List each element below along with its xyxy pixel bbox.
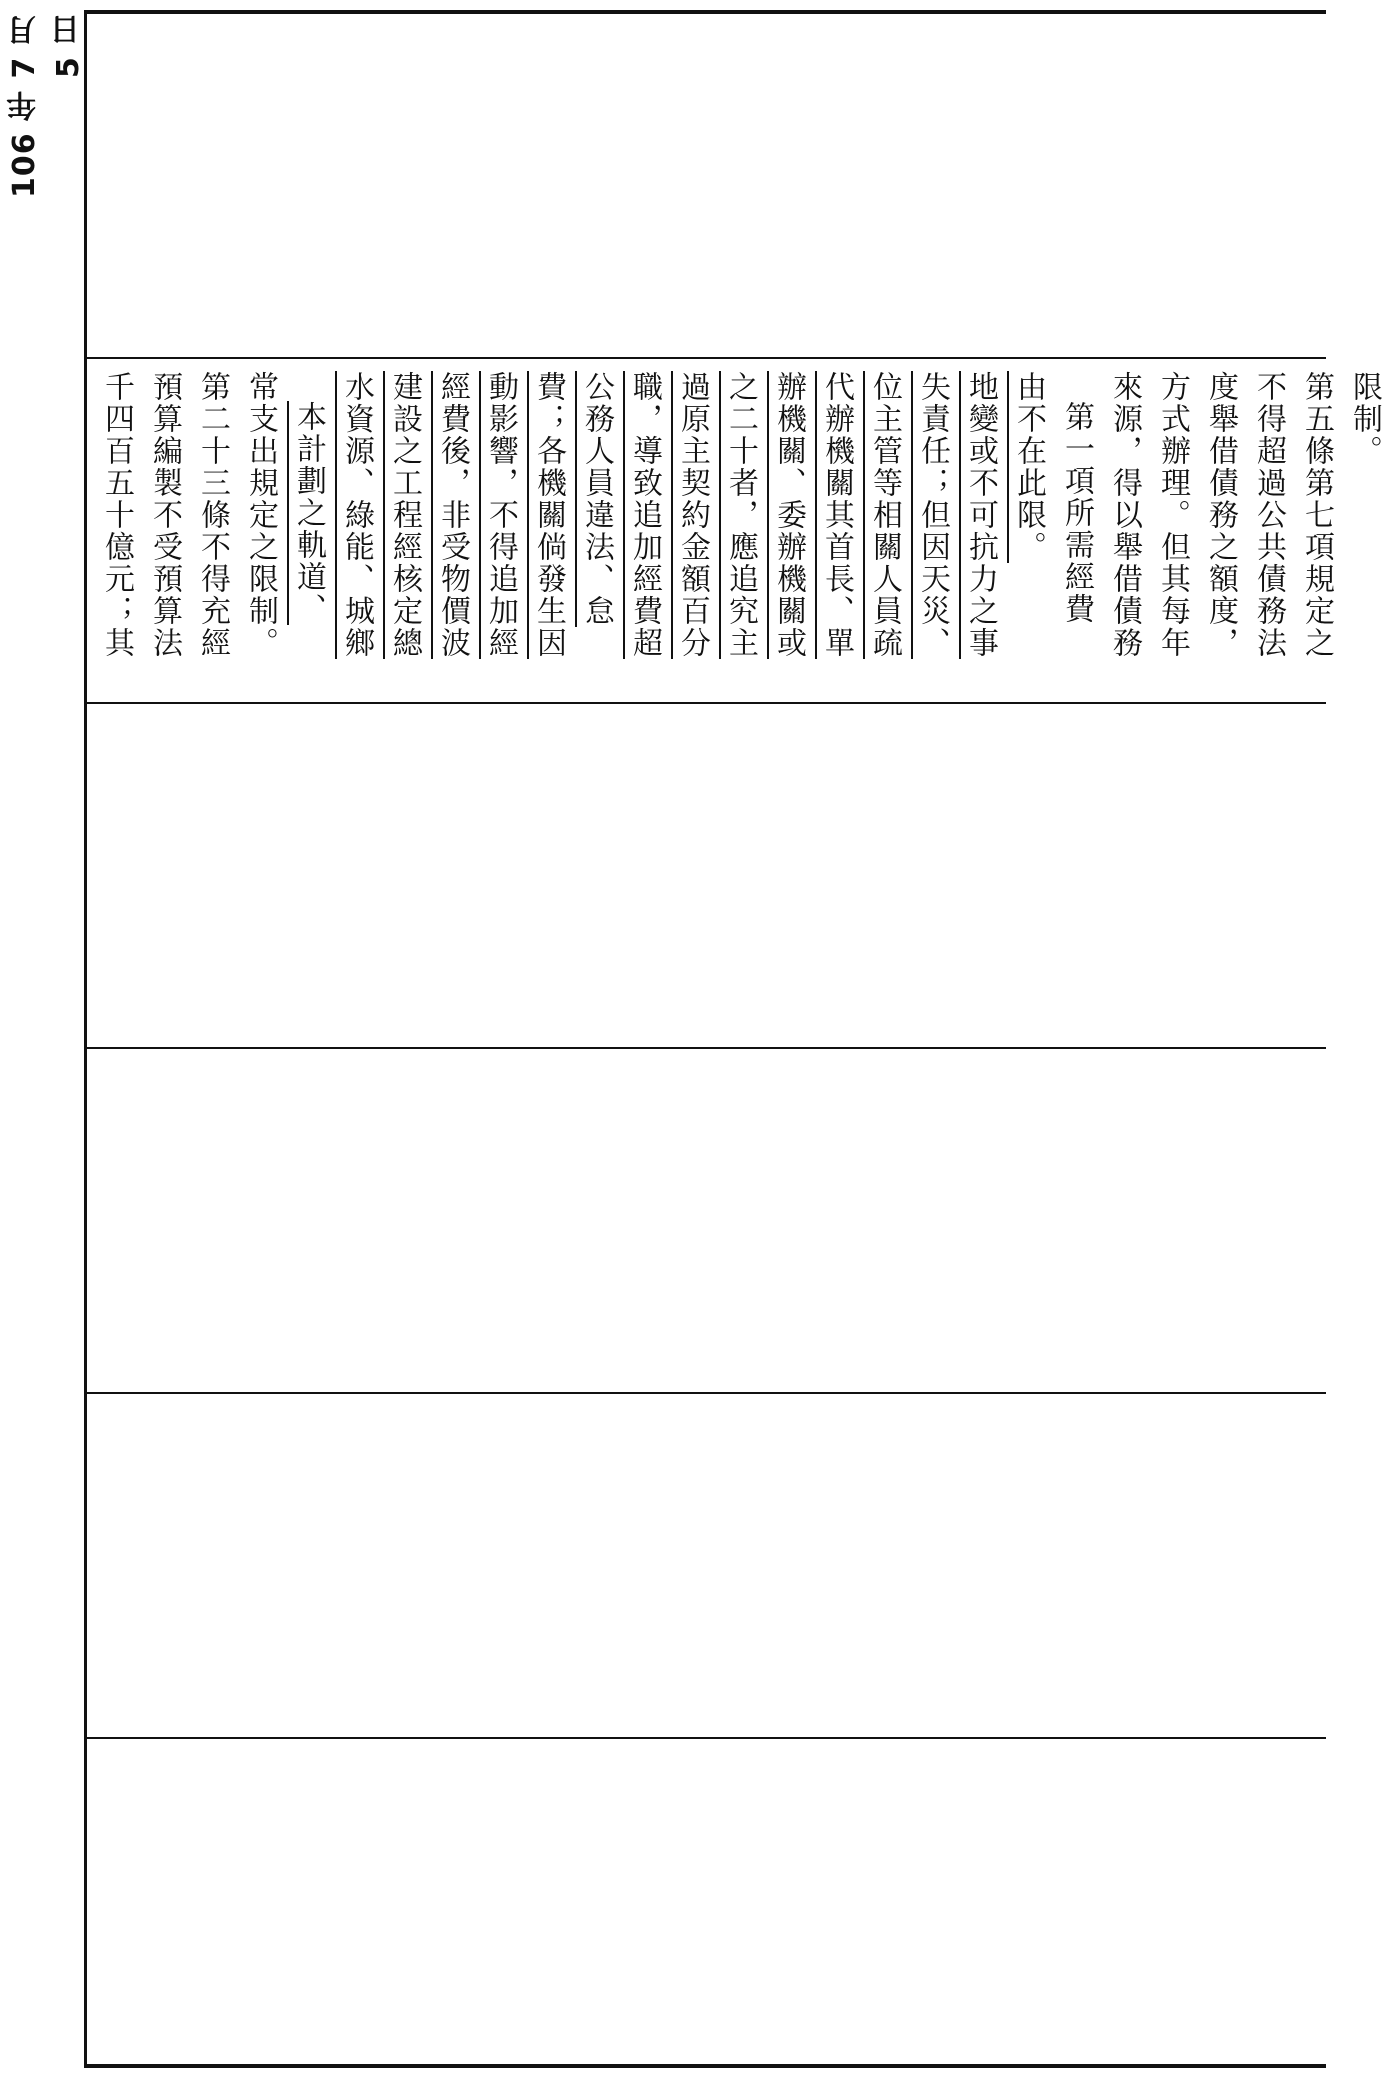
text-line: 由不在此限。 (1011, 371, 1046, 563)
text-line: 限制。 (1347, 371, 1382, 467)
text-line: 方式辦理。但其每年 (1155, 371, 1190, 659)
text-line: 本計劃之軌道、 (291, 401, 326, 625)
article-text (95, 371, 1385, 687)
text-line: 位主管等相關人員疏 (867, 371, 902, 659)
document-date: 106 年 7 月 5 日 (7, 14, 86, 198)
text-line: 第五條第七項規定之 (1299, 371, 1334, 659)
text-line: 之二十者，應追究主 (723, 371, 758, 659)
table-row-4 (87, 1049, 1326, 1394)
text-line: 常支出規定之限制。 (243, 371, 278, 659)
text-line: 不得超過公共債務法 (1251, 371, 1286, 659)
text-line: 度舉借債務之額度， (1203, 371, 1238, 659)
text-line: 失責任；但因天災、 (915, 371, 950, 659)
table-row-5 (87, 1394, 1326, 1739)
table-row-3 (87, 704, 1326, 1049)
text-line: 第一項所需經費 (1059, 401, 1094, 625)
text-line: 地變或不可抗力之事 (963, 371, 998, 659)
text-line: 來源，得以舉借債務 (1107, 371, 1142, 659)
text-line: 預算編製不受預算法 (147, 371, 182, 659)
text-line: 動影響，不得追加經 (483, 371, 518, 659)
text-line: 千四百五十億元；其 (99, 371, 134, 659)
table-row-6 (87, 1739, 1326, 2068)
text-line: 代辦機關其首長、單 (819, 371, 854, 659)
text-line: 過原主契約金額百分 (675, 371, 710, 659)
text-line: 經費後，非受物價波 (435, 371, 470, 659)
document-table (84, 10, 1382, 2068)
table-row-2 (87, 359, 1382, 704)
text-line: 職，導致追加經費超 (627, 371, 662, 659)
text-line: 辦機關、委辦機關或 (771, 371, 806, 659)
text-line: 水資源、綠能、城鄉 (339, 371, 374, 659)
text-line: 第二十三條不得充經 (195, 371, 230, 659)
text-line: 公務人員違法、怠 (579, 371, 614, 627)
table-row-1 (87, 14, 1326, 359)
text-line: 建設之工程經核定總 (387, 371, 422, 659)
text-line: 費；各機關倘發生因 (531, 371, 566, 659)
